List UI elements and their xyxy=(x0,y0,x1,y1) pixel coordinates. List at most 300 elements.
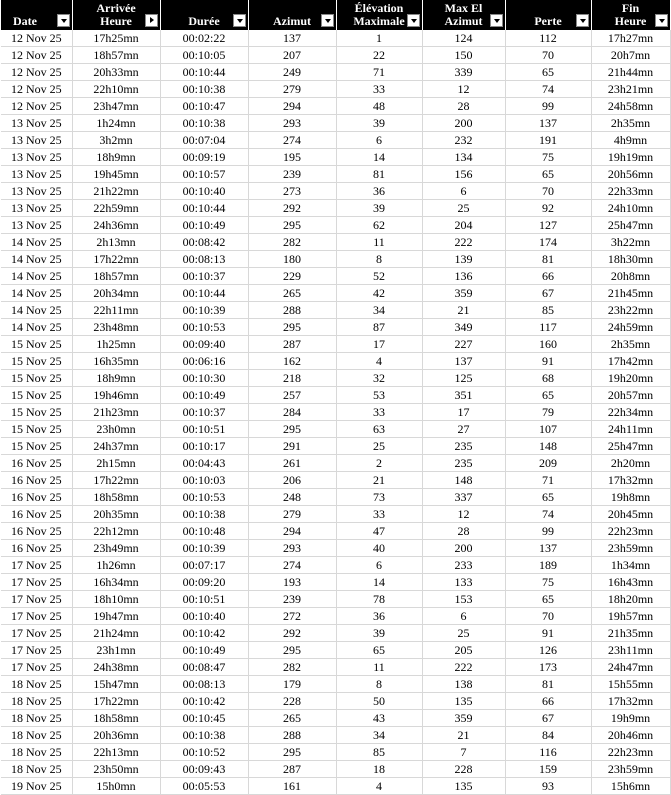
cell-end-time[interactable]: 2h35mn xyxy=(591,336,670,353)
cell-loss[interactable]: 65 xyxy=(505,166,591,183)
cell-date[interactable]: 13 Nov 25 xyxy=(1,183,72,200)
cell-date[interactable]: 13 Nov 25 xyxy=(1,166,72,183)
cell-end-time[interactable]: 19h8mn xyxy=(591,489,670,506)
cell-arrival-time[interactable]: 3h2mn xyxy=(72,132,160,149)
cell-azimuth[interactable]: 137 xyxy=(248,30,336,47)
cell-loss[interactable]: 160 xyxy=(505,336,591,353)
cell-end-time[interactable]: 24h11mn xyxy=(591,421,670,438)
cell-date[interactable]: 18 Nov 25 xyxy=(1,727,72,744)
cell-max-el-azimuth[interactable]: 28 xyxy=(422,523,505,540)
cell-duration[interactable]: 00:07:04 xyxy=(160,132,248,149)
cell-loss[interactable]: 148 xyxy=(505,438,591,455)
cell-max-elevation[interactable]: 18 xyxy=(336,761,422,778)
cell-max-elevation[interactable]: 2 xyxy=(336,455,422,472)
cell-end-time[interactable]: 24h59mn xyxy=(591,319,670,336)
cell-max-el-azimuth[interactable]: 222 xyxy=(422,659,505,676)
cell-duration[interactable]: 00:10:57 xyxy=(160,166,248,183)
cell-loss[interactable]: 75 xyxy=(505,149,591,166)
cell-azimuth[interactable]: 265 xyxy=(248,285,336,302)
cell-duration[interactable]: 00:10:47 xyxy=(160,98,248,115)
cell-azimuth[interactable]: 295 xyxy=(248,421,336,438)
cell-max-el-azimuth[interactable]: 7 xyxy=(422,744,505,761)
cell-max-el-azimuth[interactable]: 156 xyxy=(422,166,505,183)
cell-duration[interactable]: 00:10:45 xyxy=(160,710,248,727)
cell-max-elevation[interactable]: 32 xyxy=(336,370,422,387)
cell-duration[interactable]: 00:08:42 xyxy=(160,234,248,251)
cell-max-elevation[interactable]: 8 xyxy=(336,251,422,268)
cell-loss[interactable]: 68 xyxy=(505,370,591,387)
cell-arrival-time[interactable]: 22h11mn xyxy=(72,302,160,319)
cell-duration[interactable]: 00:10:05 xyxy=(160,47,248,64)
cell-end-time[interactable]: 24h47mn xyxy=(591,659,670,676)
cell-azimuth[interactable]: 292 xyxy=(248,625,336,642)
cell-max-el-azimuth[interactable]: 6 xyxy=(422,183,505,200)
cell-date[interactable]: 16 Nov 25 xyxy=(1,472,72,489)
cell-max-el-azimuth[interactable]: 349 xyxy=(422,319,505,336)
cell-arrival-time[interactable]: 18h10mn xyxy=(72,591,160,608)
cell-loss[interactable]: 116 xyxy=(505,744,591,761)
cell-max-el-azimuth[interactable]: 27 xyxy=(422,421,505,438)
cell-max-el-azimuth[interactable]: 135 xyxy=(422,778,505,795)
cell-max-el-azimuth[interactable]: 153 xyxy=(422,591,505,608)
cell-date[interactable]: 12 Nov 25 xyxy=(1,47,72,64)
cell-duration[interactable]: 00:10:38 xyxy=(160,81,248,98)
cell-max-elevation[interactable]: 65 xyxy=(336,642,422,659)
cell-arrival-time[interactable]: 23h1mn xyxy=(72,642,160,659)
cell-duration[interactable]: 00:10:38 xyxy=(160,115,248,132)
cell-azimuth[interactable]: 282 xyxy=(248,659,336,676)
cell-date[interactable]: 13 Nov 25 xyxy=(1,200,72,217)
cell-end-time[interactable]: 22h33mn xyxy=(591,183,670,200)
cell-arrival-time[interactable]: 17h22mn xyxy=(72,251,160,268)
cell-loss[interactable]: 137 xyxy=(505,540,591,557)
cell-duration[interactable]: 00:10:42 xyxy=(160,693,248,710)
cell-duration[interactable]: 00:04:43 xyxy=(160,455,248,472)
cell-duration[interactable]: 00:09:43 xyxy=(160,761,248,778)
cell-end-time[interactable]: 15h55mn xyxy=(591,676,670,693)
cell-loss[interactable]: 74 xyxy=(505,81,591,98)
cell-end-time[interactable]: 19h57mn xyxy=(591,608,670,625)
cell-duration[interactable]: 00:09:40 xyxy=(160,336,248,353)
cell-duration[interactable]: 00:10:39 xyxy=(160,302,248,319)
cell-max-el-azimuth[interactable]: 12 xyxy=(422,506,505,523)
cell-end-time[interactable]: 4h9mn xyxy=(591,132,670,149)
cell-end-time[interactable]: 21h45mn xyxy=(591,285,670,302)
cell-max-elevation[interactable]: 87 xyxy=(336,319,422,336)
cell-azimuth[interactable]: 295 xyxy=(248,642,336,659)
cell-max-el-azimuth[interactable]: 137 xyxy=(422,353,505,370)
cell-date[interactable]: 14 Nov 25 xyxy=(1,251,72,268)
cell-date[interactable]: 15 Nov 25 xyxy=(1,421,72,438)
cell-duration[interactable]: 00:07:17 xyxy=(160,557,248,574)
cell-arrival-time[interactable]: 18h9mn xyxy=(72,370,160,387)
cell-end-time[interactable]: 16h43mn xyxy=(591,574,670,591)
cell-end-time[interactable]: 17h32mn xyxy=(591,693,670,710)
cell-azimuth[interactable]: 261 xyxy=(248,455,336,472)
cell-arrival-time[interactable]: 24h37mn xyxy=(72,438,160,455)
cell-max-elevation[interactable]: 48 xyxy=(336,98,422,115)
filter-dropdown-icon[interactable] xyxy=(490,14,503,27)
cell-max-elevation[interactable]: 11 xyxy=(336,234,422,251)
cell-date[interactable]: 16 Nov 25 xyxy=(1,455,72,472)
cell-loss[interactable]: 137 xyxy=(505,115,591,132)
cell-loss[interactable]: 159 xyxy=(505,761,591,778)
cell-duration[interactable]: 00:10:49 xyxy=(160,387,248,404)
cell-loss[interactable]: 174 xyxy=(505,234,591,251)
cell-arrival-time[interactable]: 22h10mn xyxy=(72,81,160,98)
cell-max-el-azimuth[interactable]: 136 xyxy=(422,268,505,285)
cell-max-el-azimuth[interactable]: 125 xyxy=(422,370,505,387)
cell-arrival-time[interactable]: 1h24mn xyxy=(72,115,160,132)
cell-duration[interactable]: 00:10:51 xyxy=(160,591,248,608)
cell-loss[interactable]: 209 xyxy=(505,455,591,472)
cell-duration[interactable]: 00:10:44 xyxy=(160,64,248,81)
cell-duration[interactable]: 00:05:53 xyxy=(160,778,248,795)
cell-azimuth[interactable]: 294 xyxy=(248,98,336,115)
cell-date[interactable]: 16 Nov 25 xyxy=(1,506,72,523)
cell-duration[interactable]: 00:09:19 xyxy=(160,149,248,166)
cell-loss[interactable]: 91 xyxy=(505,353,591,370)
cell-end-time[interactable]: 18h30mn xyxy=(591,251,670,268)
cell-azimuth[interactable]: 282 xyxy=(248,234,336,251)
cell-loss[interactable]: 126 xyxy=(505,642,591,659)
cell-date[interactable]: 15 Nov 25 xyxy=(1,353,72,370)
cell-loss[interactable]: 71 xyxy=(505,472,591,489)
cell-duration[interactable]: 00:10:49 xyxy=(160,217,248,234)
filter-dropdown-icon[interactable] xyxy=(145,14,158,27)
cell-max-el-azimuth[interactable]: 351 xyxy=(422,387,505,404)
cell-max-el-azimuth[interactable]: 134 xyxy=(422,149,505,166)
cell-end-time[interactable]: 24h10mn xyxy=(591,200,670,217)
cell-max-el-azimuth[interactable]: 235 xyxy=(422,455,505,472)
cell-arrival-time[interactable]: 21h22mn xyxy=(72,183,160,200)
filter-dropdown-icon[interactable] xyxy=(57,14,70,27)
cell-date[interactable]: 17 Nov 25 xyxy=(1,557,72,574)
cell-date[interactable]: 14 Nov 25 xyxy=(1,268,72,285)
cell-end-time[interactable]: 19h19mn xyxy=(591,149,670,166)
cell-max-el-azimuth[interactable]: 337 xyxy=(422,489,505,506)
cell-duration[interactable]: 00:10:42 xyxy=(160,625,248,642)
cell-end-time[interactable]: 23h59mn xyxy=(591,540,670,557)
cell-max-el-azimuth[interactable]: 150 xyxy=(422,47,505,64)
cell-max-el-azimuth[interactable]: 6 xyxy=(422,608,505,625)
cell-max-elevation[interactable]: 4 xyxy=(336,353,422,370)
cell-date[interactable]: 18 Nov 25 xyxy=(1,693,72,710)
cell-duration[interactable]: 00:10:37 xyxy=(160,268,248,285)
cell-max-el-azimuth[interactable]: 235 xyxy=(422,438,505,455)
cell-duration[interactable]: 00:10:53 xyxy=(160,489,248,506)
cell-max-el-azimuth[interactable]: 21 xyxy=(422,727,505,744)
cell-azimuth[interactable]: 288 xyxy=(248,302,336,319)
cell-azimuth[interactable]: 239 xyxy=(248,591,336,608)
cell-max-elevation[interactable]: 40 xyxy=(336,540,422,557)
cell-azimuth[interactable]: 193 xyxy=(248,574,336,591)
cell-end-time[interactable]: 20h45mn xyxy=(591,506,670,523)
cell-max-elevation[interactable]: 47 xyxy=(336,523,422,540)
cell-max-el-azimuth[interactable]: 21 xyxy=(422,302,505,319)
cell-end-time[interactable]: 20h56mn xyxy=(591,166,670,183)
cell-max-elevation[interactable]: 81 xyxy=(336,166,422,183)
cell-duration[interactable]: 00:10:40 xyxy=(160,183,248,200)
cell-arrival-time[interactable]: 17h22mn xyxy=(72,472,160,489)
cell-arrival-time[interactable]: 22h59mn xyxy=(72,200,160,217)
cell-azimuth[interactable]: 207 xyxy=(248,47,336,64)
cell-max-elevation[interactable]: 42 xyxy=(336,285,422,302)
cell-max-elevation[interactable]: 34 xyxy=(336,302,422,319)
cell-max-elevation[interactable]: 33 xyxy=(336,404,422,421)
cell-loss[interactable]: 65 xyxy=(505,591,591,608)
cell-loss[interactable]: 189 xyxy=(505,557,591,574)
cell-max-elevation[interactable]: 17 xyxy=(336,336,422,353)
cell-arrival-time[interactable]: 16h35mn xyxy=(72,353,160,370)
cell-max-elevation[interactable]: 11 xyxy=(336,659,422,676)
cell-azimuth[interactable]: 273 xyxy=(248,183,336,200)
cell-max-elevation[interactable]: 39 xyxy=(336,200,422,217)
cell-loss[interactable]: 81 xyxy=(505,251,591,268)
cell-end-time[interactable]: 23h11mn xyxy=(591,642,670,659)
cell-azimuth[interactable]: 161 xyxy=(248,778,336,795)
cell-arrival-time[interactable]: 24h38mn xyxy=(72,659,160,676)
cell-date[interactable]: 17 Nov 25 xyxy=(1,608,72,625)
cell-date[interactable]: 18 Nov 25 xyxy=(1,676,72,693)
filter-dropdown-icon[interactable] xyxy=(233,14,246,27)
cell-end-time[interactable]: 21h44mn xyxy=(591,64,670,81)
cell-azimuth[interactable]: 295 xyxy=(248,217,336,234)
cell-date[interactable]: 17 Nov 25 xyxy=(1,574,72,591)
cell-loss[interactable]: 66 xyxy=(505,268,591,285)
cell-arrival-time[interactable]: 20h36mn xyxy=(72,727,160,744)
cell-end-time[interactable]: 25h47mn xyxy=(591,438,670,455)
cell-date[interactable]: 16 Nov 25 xyxy=(1,489,72,506)
cell-max-el-azimuth[interactable]: 233 xyxy=(422,557,505,574)
cell-max-el-azimuth[interactable]: 205 xyxy=(422,642,505,659)
cell-end-time[interactable]: 25h47mn xyxy=(591,217,670,234)
cell-arrival-time[interactable]: 2h13mn xyxy=(72,234,160,251)
cell-max-el-azimuth[interactable]: 204 xyxy=(422,217,505,234)
cell-loss[interactable]: 107 xyxy=(505,421,591,438)
cell-end-time[interactable]: 20h57mn xyxy=(591,387,670,404)
cell-azimuth[interactable]: 294 xyxy=(248,523,336,540)
cell-end-time[interactable]: 17h42mn xyxy=(591,353,670,370)
cell-date[interactable]: 14 Nov 25 xyxy=(1,234,72,251)
filter-dropdown-icon[interactable] xyxy=(321,14,334,27)
cell-azimuth[interactable]: 295 xyxy=(248,744,336,761)
cell-azimuth[interactable]: 292 xyxy=(248,200,336,217)
cell-date[interactable]: 13 Nov 25 xyxy=(1,115,72,132)
cell-loss[interactable]: 67 xyxy=(505,710,591,727)
cell-max-el-azimuth[interactable]: 12 xyxy=(422,81,505,98)
cell-max-elevation[interactable]: 34 xyxy=(336,727,422,744)
cell-loss[interactable]: 112 xyxy=(505,30,591,47)
cell-end-time[interactable]: 15h6mn xyxy=(591,778,670,795)
cell-loss[interactable]: 84 xyxy=(505,727,591,744)
cell-end-time[interactable]: 24h58mn xyxy=(591,98,670,115)
cell-azimuth[interactable]: 295 xyxy=(248,319,336,336)
cell-arrival-time[interactable]: 22h13mn xyxy=(72,744,160,761)
cell-arrival-time[interactable]: 17h22mn xyxy=(72,693,160,710)
cell-max-el-azimuth[interactable]: 138 xyxy=(422,676,505,693)
cell-date[interactable]: 15 Nov 25 xyxy=(1,336,72,353)
cell-duration[interactable]: 00:10:40 xyxy=(160,608,248,625)
cell-max-el-azimuth[interactable]: 139 xyxy=(422,251,505,268)
cell-date[interactable]: 12 Nov 25 xyxy=(1,98,72,115)
cell-azimuth[interactable]: 284 xyxy=(248,404,336,421)
cell-azimuth[interactable]: 279 xyxy=(248,81,336,98)
cell-end-time[interactable]: 19h9mn xyxy=(591,710,670,727)
cell-arrival-time[interactable]: 19h45mn xyxy=(72,166,160,183)
cell-duration[interactable]: 00:02:22 xyxy=(160,30,248,47)
cell-arrival-time[interactable]: 18h57mn xyxy=(72,268,160,285)
cell-arrival-time[interactable]: 18h9mn xyxy=(72,149,160,166)
cell-max-elevation[interactable]: 6 xyxy=(336,132,422,149)
cell-date[interactable]: 17 Nov 25 xyxy=(1,659,72,676)
cell-loss[interactable]: 74 xyxy=(505,506,591,523)
cell-loss[interactable]: 93 xyxy=(505,778,591,795)
cell-end-time[interactable]: 19h20mn xyxy=(591,370,670,387)
cell-arrival-time[interactable]: 21h23mn xyxy=(72,404,160,421)
cell-azimuth[interactable]: 293 xyxy=(248,540,336,557)
cell-duration[interactable]: 00:10:17 xyxy=(160,438,248,455)
cell-azimuth[interactable]: 272 xyxy=(248,608,336,625)
cell-date[interactable]: 16 Nov 25 xyxy=(1,523,72,540)
cell-azimuth[interactable]: 288 xyxy=(248,727,336,744)
cell-loss[interactable]: 173 xyxy=(505,659,591,676)
cell-arrival-time[interactable]: 23h0mn xyxy=(72,421,160,438)
cell-end-time[interactable]: 18h20mn xyxy=(591,591,670,608)
cell-arrival-time[interactable]: 17h25mn xyxy=(72,30,160,47)
cell-end-time[interactable]: 2h35mn xyxy=(591,115,670,132)
cell-end-time[interactable]: 22h23mn xyxy=(591,744,670,761)
cell-azimuth[interactable]: 229 xyxy=(248,268,336,285)
filter-dropdown-icon[interactable] xyxy=(655,14,668,27)
cell-max-elevation[interactable]: 21 xyxy=(336,472,422,489)
cell-duration[interactable]: 00:06:16 xyxy=(160,353,248,370)
cell-duration[interactable]: 00:10:44 xyxy=(160,200,248,217)
cell-azimuth[interactable]: 257 xyxy=(248,387,336,404)
cell-end-time[interactable]: 22h23mn xyxy=(591,523,670,540)
cell-loss[interactable]: 191 xyxy=(505,132,591,149)
cell-max-el-azimuth[interactable]: 28 xyxy=(422,98,505,115)
cell-max-el-azimuth[interactable]: 135 xyxy=(422,693,505,710)
cell-max-el-azimuth[interactable]: 200 xyxy=(422,115,505,132)
cell-end-time[interactable]: 3h22mn xyxy=(591,234,670,251)
cell-max-el-azimuth[interactable]: 25 xyxy=(422,200,505,217)
cell-date[interactable]: 13 Nov 25 xyxy=(1,149,72,166)
cell-date[interactable]: 18 Nov 25 xyxy=(1,744,72,761)
cell-duration[interactable]: 00:10:49 xyxy=(160,642,248,659)
cell-max-elevation[interactable]: 14 xyxy=(336,149,422,166)
cell-loss[interactable]: 99 xyxy=(505,523,591,540)
cell-loss[interactable]: 117 xyxy=(505,319,591,336)
cell-arrival-time[interactable]: 18h58mn xyxy=(72,710,160,727)
cell-azimuth[interactable]: 274 xyxy=(248,557,336,574)
cell-arrival-time[interactable]: 23h49mn xyxy=(72,540,160,557)
cell-arrival-time[interactable]: 20h34mn xyxy=(72,285,160,302)
cell-max-elevation[interactable]: 73 xyxy=(336,489,422,506)
cell-date[interactable]: 12 Nov 25 xyxy=(1,64,72,81)
cell-azimuth[interactable]: 162 xyxy=(248,353,336,370)
cell-max-elevation[interactable]: 85 xyxy=(336,744,422,761)
cell-end-time[interactable]: 20h8mn xyxy=(591,268,670,285)
cell-end-time[interactable]: 21h35mn xyxy=(591,625,670,642)
cell-loss[interactable]: 70 xyxy=(505,47,591,64)
cell-duration[interactable]: 00:10:38 xyxy=(160,727,248,744)
cell-azimuth[interactable]: 279 xyxy=(248,506,336,523)
cell-loss[interactable]: 79 xyxy=(505,404,591,421)
cell-duration[interactable]: 00:10:48 xyxy=(160,523,248,540)
cell-max-elevation[interactable]: 39 xyxy=(336,625,422,642)
cell-max-el-azimuth[interactable]: 228 xyxy=(422,761,505,778)
cell-duration[interactable]: 00:08:13 xyxy=(160,676,248,693)
cell-end-time[interactable]: 22h34mn xyxy=(591,404,670,421)
cell-duration[interactable]: 00:10:38 xyxy=(160,506,248,523)
cell-max-elevation[interactable]: 43 xyxy=(336,710,422,727)
cell-azimuth[interactable]: 248 xyxy=(248,489,336,506)
cell-max-elevation[interactable]: 62 xyxy=(336,217,422,234)
cell-arrival-time[interactable]: 1h26mn xyxy=(72,557,160,574)
cell-loss[interactable]: 91 xyxy=(505,625,591,642)
cell-date[interactable]: 18 Nov 25 xyxy=(1,710,72,727)
cell-max-elevation[interactable]: 33 xyxy=(336,81,422,98)
cell-arrival-time[interactable]: 23h50mn xyxy=(72,761,160,778)
cell-max-el-azimuth[interactable]: 359 xyxy=(422,710,505,727)
cell-max-elevation[interactable]: 25 xyxy=(336,438,422,455)
cell-max-elevation[interactable]: 14 xyxy=(336,574,422,591)
cell-duration[interactable]: 00:10:30 xyxy=(160,370,248,387)
filter-dropdown-icon[interactable] xyxy=(576,14,589,27)
cell-arrival-time[interactable]: 19h46mn xyxy=(72,387,160,404)
cell-duration[interactable]: 00:10:39 xyxy=(160,540,248,557)
cell-date[interactable]: 15 Nov 25 xyxy=(1,404,72,421)
cell-date[interactable]: 17 Nov 25 xyxy=(1,642,72,659)
cell-max-el-azimuth[interactable]: 339 xyxy=(422,64,505,81)
cell-max-el-azimuth[interactable]: 133 xyxy=(422,574,505,591)
cell-azimuth[interactable]: 206 xyxy=(248,472,336,489)
cell-max-el-azimuth[interactable]: 359 xyxy=(422,285,505,302)
cell-loss[interactable]: 67 xyxy=(505,285,591,302)
cell-azimuth[interactable]: 287 xyxy=(248,761,336,778)
cell-arrival-time[interactable]: 20h35mn xyxy=(72,506,160,523)
cell-date[interactable]: 14 Nov 25 xyxy=(1,285,72,302)
cell-max-elevation[interactable]: 36 xyxy=(336,608,422,625)
cell-end-time[interactable]: 23h59mn xyxy=(591,761,670,778)
cell-date[interactable]: 12 Nov 25 xyxy=(1,30,72,47)
cell-arrival-time[interactable]: 22h12mn xyxy=(72,523,160,540)
cell-arrival-time[interactable]: 1h25mn xyxy=(72,336,160,353)
cell-max-elevation[interactable]: 8 xyxy=(336,676,422,693)
cell-arrival-time[interactable]: 19h47mn xyxy=(72,608,160,625)
cell-duration[interactable]: 00:08:13 xyxy=(160,251,248,268)
cell-date[interactable]: 18 Nov 25 xyxy=(1,761,72,778)
cell-loss[interactable]: 70 xyxy=(505,183,591,200)
cell-date[interactable]: 15 Nov 25 xyxy=(1,387,72,404)
cell-loss[interactable]: 65 xyxy=(505,387,591,404)
cell-azimuth[interactable]: 228 xyxy=(248,693,336,710)
cell-arrival-time[interactable]: 23h47mn xyxy=(72,98,160,115)
cell-max-elevation[interactable]: 52 xyxy=(336,268,422,285)
cell-azimuth[interactable]: 293 xyxy=(248,115,336,132)
cell-date[interactable]: 17 Nov 25 xyxy=(1,625,72,642)
cell-end-time[interactable]: 17h32mn xyxy=(591,472,670,489)
cell-azimuth[interactable]: 195 xyxy=(248,149,336,166)
cell-max-elevation[interactable]: 33 xyxy=(336,506,422,523)
cell-max-elevation[interactable]: 22 xyxy=(336,47,422,64)
cell-max-elevation[interactable]: 63 xyxy=(336,421,422,438)
cell-end-time[interactable]: 17h27mn xyxy=(591,30,670,47)
cell-end-time[interactable]: 23h21mn xyxy=(591,81,670,98)
cell-max-elevation[interactable]: 78 xyxy=(336,591,422,608)
cell-arrival-time[interactable]: 18h58mn xyxy=(72,489,160,506)
